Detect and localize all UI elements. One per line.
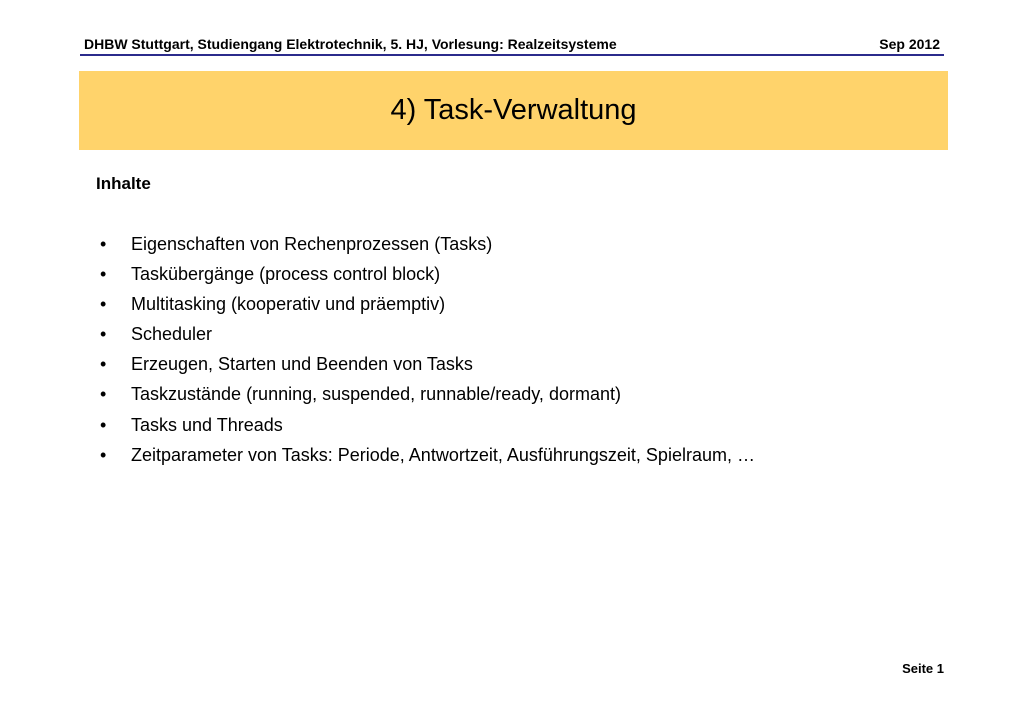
list-item-text: Erzeugen, Starten und Beenden von Tasks — [131, 354, 473, 375]
bullet-marker: • — [100, 294, 107, 315]
list-item-text: Tasks und Threads — [131, 414, 283, 435]
slide-title: 4) Task-Verwaltung — [390, 94, 637, 126]
bullet-marker: • — [100, 444, 107, 465]
header-divider — [80, 54, 944, 56]
bullet-marker: • — [100, 234, 107, 254]
bullet-marker: • — [100, 264, 107, 285]
section-heading: Inhalte — [96, 174, 151, 193]
date-text: Sep 2012 — [879, 36, 940, 52]
course-info-text: DHBW Stuttgart, Studiengang Elektrotechnik, 5. HJ, Vorlesung: Realzeitsysteme — [84, 36, 617, 52]
bullet-marker: • — [100, 324, 107, 345]
list-item-text: Taskzustände (running, suspended, runnable/ready, dormant) — [131, 384, 621, 405]
list-item-text: Scheduler — [131, 324, 213, 345]
bullet-marker: • — [100, 354, 107, 375]
bullet-marker: • — [100, 414, 107, 435]
page-number: Seite 1 — [902, 661, 944, 676]
title-banner — [79, 71, 948, 150]
slide-header — [80, 34, 944, 54]
list-item-text: Eigenschaften von Rechenprozessen (Tasks) — [131, 234, 493, 254]
list-item-text: Taskübergänge (process control block) — [131, 264, 441, 285]
list-item-text: Multitasking (kooperativ und präemptiv) — [131, 294, 446, 315]
list-item-text: Zeitparameter von Tasks: Periode, Antwortzeit, Ausführungszeit, Spielraum, … — [131, 444, 755, 465]
bullet-marker: • — [100, 384, 107, 405]
